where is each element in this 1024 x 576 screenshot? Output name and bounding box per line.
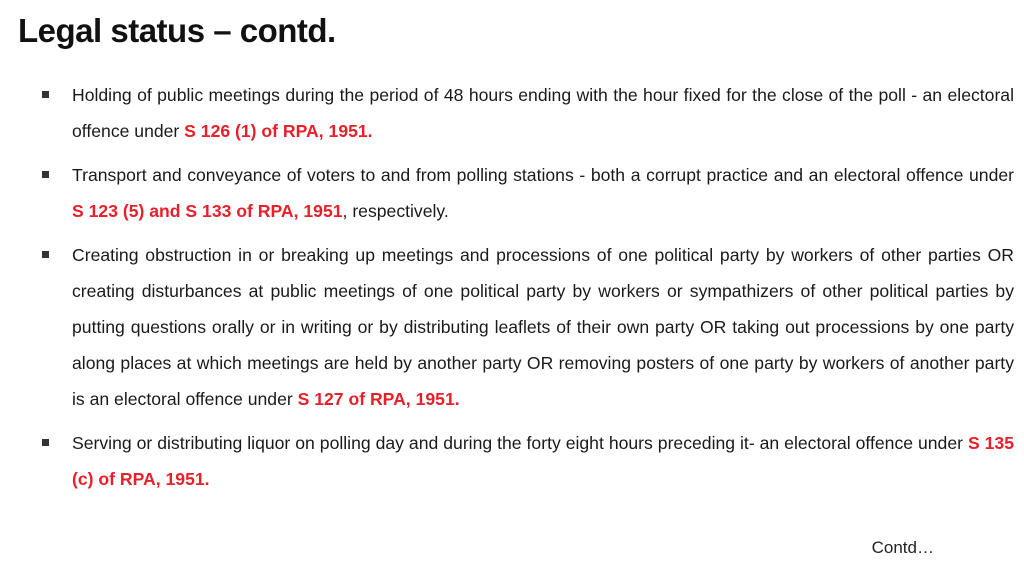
statute-reference: S 123 (5) and S 133 of RPA, 1951 (72, 201, 343, 221)
bullet-item (40, 237, 1014, 417)
bullet-item (40, 425, 1014, 497)
square-bullet-icon (42, 439, 49, 446)
bullet-item (40, 77, 1014, 149)
bullet-text-tail: , respectively. (342, 201, 449, 221)
bullet-list (40, 77, 1014, 505)
bullet-text: Transport and conveyance of voters to and from polling stations - both a corrupt practice and an electoral offence under (72, 165, 1014, 185)
statute-reference: S 126 (1) of RPA, 1951. (184, 121, 373, 141)
statute-reference: S 127 of RPA, 1951. (297, 389, 460, 409)
statute-reference: S 135 (c) of RPA, 1951. (72, 433, 1015, 489)
slide-title: Legal status – contd. (18, 12, 336, 49)
bullet-item (40, 157, 1014, 229)
bullet-text: Holding of public meetings during the period of 48 hours ending with the hour fixed for the close of the poll - an electoral offence under (72, 85, 1014, 141)
square-bullet-icon (42, 171, 49, 178)
continued-label: Contd… (871, 538, 934, 557)
square-bullet-icon (42, 91, 49, 98)
bullet-text: Serving or distributing liquor on polling day and during the forty eight hours preceding it- an electoral offence under (72, 433, 968, 453)
square-bullet-icon (42, 251, 49, 258)
bullet-text: Creating obstruction in or breaking up meetings and processions of one political party by workers of other parties OR creating disturbances at public meetings of one political party by workers or sympathizers of other political parties by putting questions orally or in writing or by distributing leaflets of their own party OR taking out processions by one party along places at which meetings are held by another party OR removing posters of one party by workers of another party is an electoral offence under (72, 245, 1014, 409)
